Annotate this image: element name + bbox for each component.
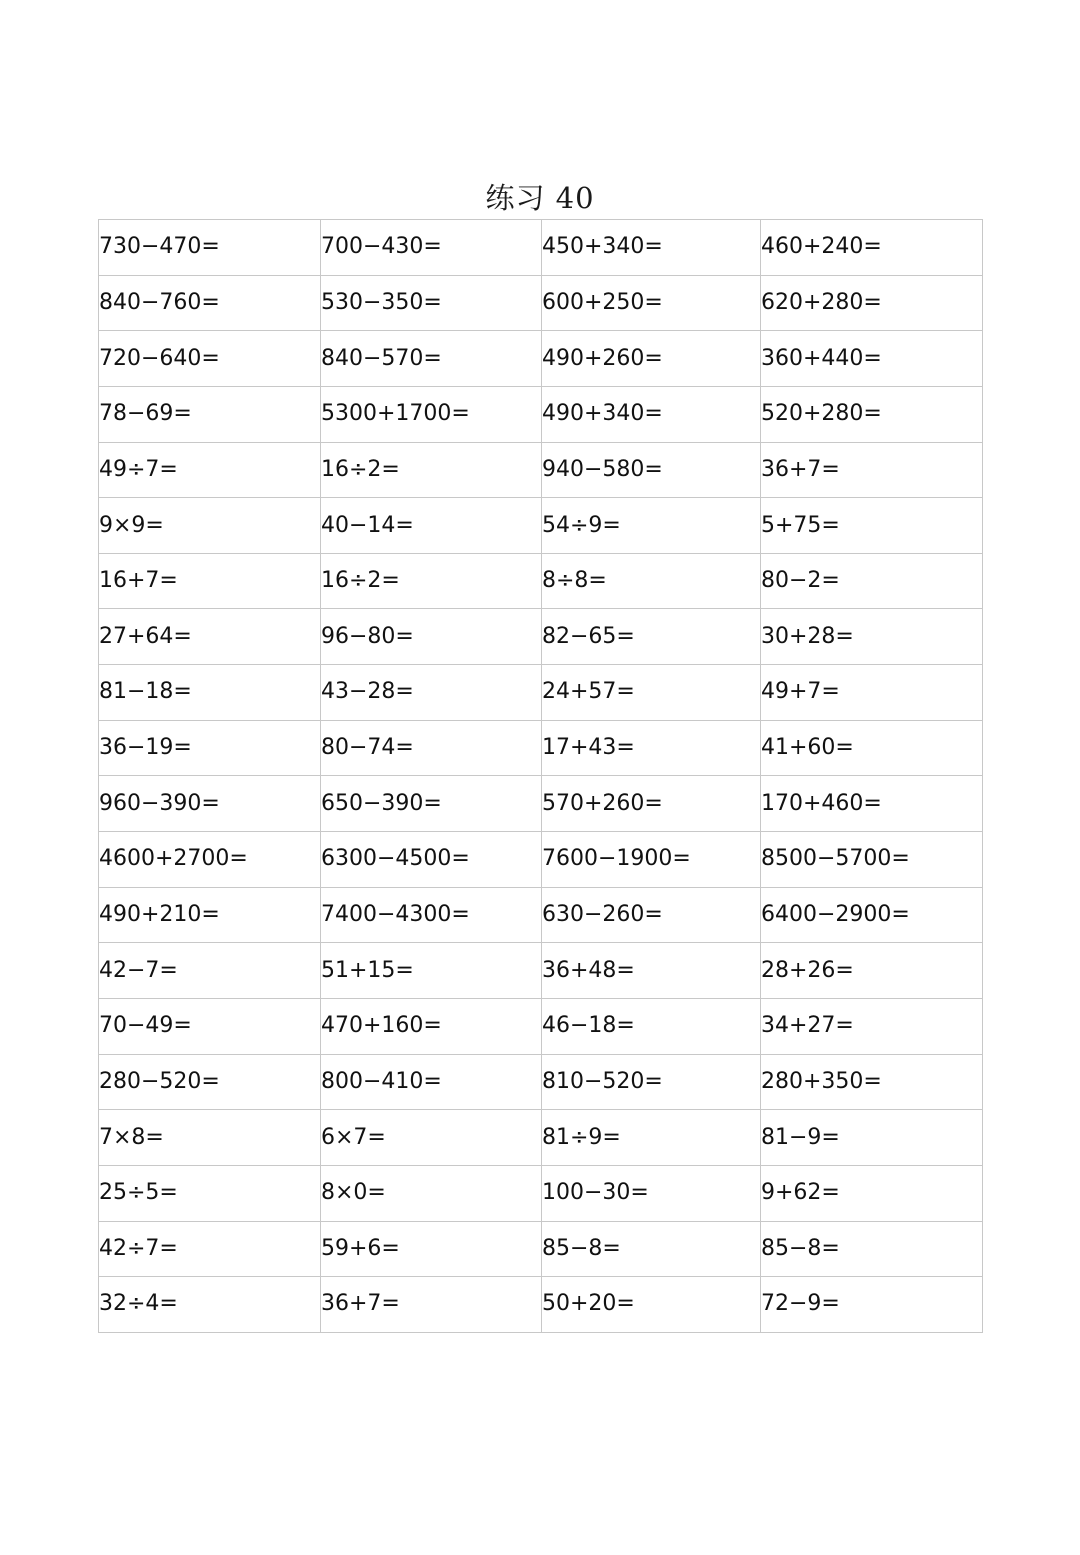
problem-cell: 32÷4= [99, 1277, 321, 1333]
problem-cell: 34+27= [761, 998, 983, 1054]
problem-cell: 460+240= [761, 220, 983, 276]
problem-cell: 720−640= [99, 331, 321, 387]
problem-cell: 630−260= [542, 887, 761, 943]
problem-cell: 650−390= [321, 776, 542, 832]
problem-cell: 8÷8= [542, 553, 761, 609]
problem-cell: 50+20= [542, 1277, 761, 1333]
exercise-table [98, 219, 983, 1333]
problem-cell: 70−49= [99, 998, 321, 1054]
problem-cell: 9×9= [99, 498, 321, 554]
problem-cell: 16+7= [99, 553, 321, 609]
problem-cell: 78−69= [99, 386, 321, 442]
problem-cell: 80−74= [321, 720, 542, 776]
problem-cell: 100−30= [542, 1165, 761, 1221]
problem-cell: 8500−5700= [761, 832, 983, 888]
problem-cell: 280−520= [99, 1054, 321, 1110]
problem-cell: 360+440= [761, 331, 983, 387]
problem-cell: 81−18= [99, 665, 321, 721]
problem-cell: 490+340= [542, 386, 761, 442]
problem-cell: 17+43= [542, 720, 761, 776]
problem-cell: 570+260= [542, 776, 761, 832]
problem-cell: 5300+1700= [321, 386, 542, 442]
problem-cell: 4600+2700= [99, 832, 321, 888]
problem-cell: 6400−2900= [761, 887, 983, 943]
problem-cell: 85−8= [542, 1221, 761, 1277]
problem-cell: 49÷7= [99, 442, 321, 498]
table-row [99, 386, 983, 442]
table-row [99, 887, 983, 943]
problem-cell: 43−28= [321, 665, 542, 721]
problem-cell: 25÷5= [99, 1165, 321, 1221]
table-row [99, 442, 983, 498]
problem-cell: 24+57= [542, 665, 761, 721]
problem-cell: 800−410= [321, 1054, 542, 1110]
problem-cell: 470+160= [321, 998, 542, 1054]
problem-cell: 520+280= [761, 386, 983, 442]
problem-cell: 59+6= [321, 1221, 542, 1277]
problem-cell: 46−18= [542, 998, 761, 1054]
problem-cell: 30+28= [761, 609, 983, 665]
problem-cell: 9+62= [761, 1165, 983, 1221]
problem-cell: 450+340= [542, 220, 761, 276]
page-title: 练习 40 [485, 181, 595, 215]
problem-cell: 6×7= [321, 1110, 542, 1166]
table-row [99, 1277, 983, 1333]
table-row [99, 832, 983, 888]
problem-cell: 810−520= [542, 1054, 761, 1110]
problem-cell: 36+7= [761, 442, 983, 498]
problem-cell: 600+250= [542, 275, 761, 331]
table-row [99, 998, 983, 1054]
problem-cell: 54÷9= [542, 498, 761, 554]
problem-cell: 27+64= [99, 609, 321, 665]
problem-cell: 170+460= [761, 776, 983, 832]
problem-cell: 80−2= [761, 553, 983, 609]
problem-cell: 16÷2= [321, 553, 542, 609]
table-row [99, 776, 983, 832]
problem-cell: 41+60= [761, 720, 983, 776]
problem-cell: 8×0= [321, 1165, 542, 1221]
table-row [99, 331, 983, 387]
problem-cell: 36+48= [542, 943, 761, 999]
problem-cell: 840−760= [99, 275, 321, 331]
problem-cell: 960−390= [99, 776, 321, 832]
problem-cell: 620+280= [761, 275, 983, 331]
table-row [99, 609, 983, 665]
problem-cell: 5+75= [761, 498, 983, 554]
problem-cell: 28+26= [761, 943, 983, 999]
problem-cell: 730−470= [99, 220, 321, 276]
table-row [99, 498, 983, 554]
problem-cell: 280+350= [761, 1054, 983, 1110]
problem-cell: 72−9= [761, 1277, 983, 1333]
problem-cell: 81÷9= [542, 1110, 761, 1166]
problem-cell: 40−14= [321, 498, 542, 554]
problem-cell: 82−65= [542, 609, 761, 665]
problem-cell: 81−9= [761, 1110, 983, 1166]
problem-cell: 700−430= [321, 220, 542, 276]
table-row [99, 220, 983, 276]
problem-cell: 7600−1900= [542, 832, 761, 888]
table-row [99, 1165, 983, 1221]
table-row [99, 275, 983, 331]
table-row [99, 553, 983, 609]
problem-cell: 42−7= [99, 943, 321, 999]
problem-cell: 85−8= [761, 1221, 983, 1277]
problem-cell: 490+210= [99, 887, 321, 943]
problem-cell: 36−19= [99, 720, 321, 776]
problem-cell: 840−570= [321, 331, 542, 387]
problem-cell: 36+7= [321, 1277, 542, 1333]
problem-cell: 7400−4300= [321, 887, 542, 943]
table-row [99, 1110, 983, 1166]
exercise-table-body [99, 220, 983, 1333]
table-row [99, 720, 983, 776]
problem-cell: 7×8= [99, 1110, 321, 1166]
table-row [99, 1054, 983, 1110]
problem-cell: 16÷2= [321, 442, 542, 498]
problem-cell: 42÷7= [99, 1221, 321, 1277]
problem-cell: 51+15= [321, 943, 542, 999]
problem-cell: 940−580= [542, 442, 761, 498]
problem-cell: 490+260= [542, 331, 761, 387]
problem-cell: 6300−4500= [321, 832, 542, 888]
problem-cell: 96−80= [321, 609, 542, 665]
table-row [99, 665, 983, 721]
table-row [99, 943, 983, 999]
table-row [99, 1221, 983, 1277]
problem-cell: 49+7= [761, 665, 983, 721]
problem-cell: 530−350= [321, 275, 542, 331]
